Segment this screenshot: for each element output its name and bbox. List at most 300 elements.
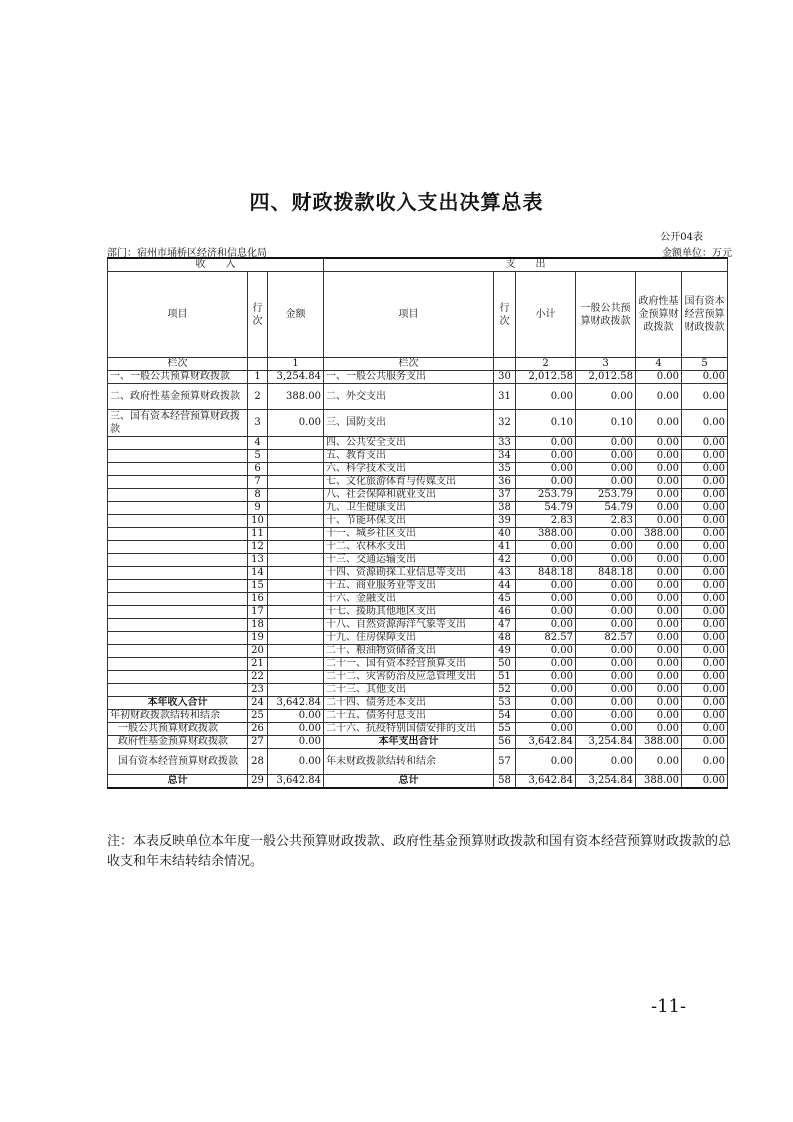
income-amount-cell: 3,642.84 xyxy=(268,697,324,710)
expense-line-cell: 55 xyxy=(494,723,516,736)
income-line-cell: 3 xyxy=(248,410,268,437)
income-item-cell xyxy=(108,502,248,515)
income-line-cell: 6 xyxy=(248,463,268,476)
income-line-cell: 19 xyxy=(248,632,268,645)
income-item-cell xyxy=(108,684,248,697)
income-amount-cell xyxy=(268,489,324,502)
fund-budget-cell: 0.00 xyxy=(636,437,682,450)
footnote: 注：本表反映单位本年度一般公共预算财政拨款、政府性基金预算财政拨款和国有资本经营预算财政拨款的总收支和年末结转结余情况。 xyxy=(107,834,732,869)
income-amount-cell xyxy=(268,437,324,450)
table-row xyxy=(108,710,728,723)
general-budget-cell: 3,254.84 xyxy=(576,736,636,749)
general-budget-cell: 0.00 xyxy=(576,541,636,554)
fund-budget-cell: 0.00 xyxy=(636,749,682,775)
fund-budget-cell: 0.00 xyxy=(636,567,682,580)
table-row xyxy=(108,606,728,619)
state-capital-cell: 0.00 xyxy=(682,371,728,384)
expense-line-cell: 47 xyxy=(494,619,516,632)
state-capital-cell: 0.00 xyxy=(682,710,728,723)
fund-budget-cell: 0.00 xyxy=(636,384,682,410)
expense-item-cell: 五、教育支出 xyxy=(324,450,494,463)
income-header: 收 入 xyxy=(108,258,324,272)
state-capital-cell: 0.00 xyxy=(682,489,728,502)
subtotal-cell: 0.00 xyxy=(516,723,576,736)
table-row xyxy=(108,384,728,410)
general-budget-cell: 0.00 xyxy=(576,384,636,410)
table-row xyxy=(108,541,728,554)
expense-line-cell: 43 xyxy=(494,567,516,580)
state-capital-cell: 0.00 xyxy=(682,632,728,645)
table-row xyxy=(108,671,728,684)
expense-item-cell: 六、科学技术支出 xyxy=(324,463,494,476)
income-line-cell: 16 xyxy=(248,593,268,606)
table-row xyxy=(108,554,728,567)
income-item-cell xyxy=(108,619,248,632)
subtotal-cell: 2,012.58 xyxy=(516,371,576,384)
subtotal-cell: 0.00 xyxy=(516,541,576,554)
subtotal-cell: 0.00 xyxy=(516,749,576,775)
income-amount-cell: 0.00 xyxy=(268,749,324,775)
table-row xyxy=(108,502,728,515)
income-item-cell xyxy=(108,658,248,671)
expense-line-cell: 58 xyxy=(494,775,516,789)
income-line-cell: 8 xyxy=(248,489,268,502)
income-amount-cell xyxy=(268,502,324,515)
general-budget-cell: 253.79 xyxy=(576,489,636,502)
general-budget-cell: 0.00 xyxy=(576,450,636,463)
income-line-cell: 23 xyxy=(248,684,268,697)
expense-item-cell: 十三、交通运输支出 xyxy=(324,554,494,567)
subtotal-cell: 54.79 xyxy=(516,502,576,515)
table-row xyxy=(108,775,728,789)
state-capital-cell: 0.00 xyxy=(682,554,728,567)
state-capital-cell: 0.00 xyxy=(682,671,728,684)
income-item-cell: 政府性基金预算财政拨款 xyxy=(108,736,248,749)
subtotal-cell: 0.00 xyxy=(516,619,576,632)
general-budget-cell: 0.00 xyxy=(576,463,636,476)
department-label: 部门：宿州市埇桥区经济和信息化局 xyxy=(107,248,267,259)
income-item-cell xyxy=(108,645,248,658)
state-capital-cell: 0.00 xyxy=(682,684,728,697)
income-amount-cell: 0.00 xyxy=(268,710,324,723)
income-item-cell xyxy=(108,632,248,645)
form-number: 公开04表 xyxy=(660,232,703,243)
income-line-cell: 22 xyxy=(248,671,268,684)
income-item-cell: 年初财政拨款结转和结余 xyxy=(108,710,248,723)
expense-line-cell: 56 xyxy=(494,736,516,749)
income-line-cell: 12 xyxy=(248,541,268,554)
expense-line-cell: 50 xyxy=(494,658,516,671)
table-row xyxy=(108,489,728,502)
income-amount-cell: 3,254.84 xyxy=(268,371,324,384)
income-amount-cell xyxy=(268,515,324,528)
fund-budget-cell: 0.00 xyxy=(636,606,682,619)
expense-item-header: 项目 xyxy=(324,272,494,358)
subtotal-cell: 0.00 xyxy=(516,710,576,723)
expense-item-cell: 十九、住房保障支出 xyxy=(324,632,494,645)
expense-header: 支 出 xyxy=(324,258,728,272)
income-line-cell: 15 xyxy=(248,580,268,593)
income-column-label: 栏次 xyxy=(108,358,248,371)
income-amount-cell: 388.00 xyxy=(268,384,324,410)
subtotal-cell: 253.79 xyxy=(516,489,576,502)
income-amount-cell xyxy=(268,645,324,658)
income-line-cell: 29 xyxy=(248,775,268,789)
subtotal-cell: 3,642.84 xyxy=(516,775,576,789)
expense-line-cell: 41 xyxy=(494,541,516,554)
subtotal-cell: 82.57 xyxy=(516,632,576,645)
fund-budget-cell: 0.00 xyxy=(636,489,682,502)
table-row xyxy=(108,697,728,710)
expense-line-cell: 31 xyxy=(494,384,516,410)
income-line-cell: 20 xyxy=(248,645,268,658)
state-capital-cell: 0.00 xyxy=(682,736,728,749)
income-amount-cell xyxy=(268,567,324,580)
fund-budget-cell: 0.00 xyxy=(636,410,682,437)
fund-budget-cell: 0.00 xyxy=(636,697,682,710)
expense-item-cell: 二十三、其他支出 xyxy=(324,684,494,697)
table-row xyxy=(108,658,728,671)
expense-line-cell: 36 xyxy=(494,476,516,489)
fund-budget-header: 政府性基金预算财政拨款 xyxy=(636,272,682,358)
income-line-cell: 24 xyxy=(248,697,268,710)
general-budget-cell: 0.00 xyxy=(576,554,636,567)
state-capital-cell: 0.00 xyxy=(682,645,728,658)
state-capital-cell: 0.00 xyxy=(682,658,728,671)
subtotal-cell: 388.00 xyxy=(516,528,576,541)
income-amount-cell xyxy=(268,463,324,476)
income-amount-cell: 0.00 xyxy=(268,736,324,749)
fund-budget-cell: 0.00 xyxy=(636,450,682,463)
expense-line-cell: 54 xyxy=(494,710,516,723)
income-line-cell: 9 xyxy=(248,502,268,515)
income-item-cell xyxy=(108,554,248,567)
expense-line-cell: 32 xyxy=(494,410,516,437)
general-budget-cell: 0.00 xyxy=(576,710,636,723)
income-amount-cell xyxy=(268,580,324,593)
table-row xyxy=(108,437,728,450)
expense-item-cell: 二十二、灾害防治及应急管理支出 xyxy=(324,671,494,684)
income-amount-cell xyxy=(268,632,324,645)
subtotal-cell: 0.00 xyxy=(516,697,576,710)
fund-budget-cell: 388.00 xyxy=(636,528,682,541)
income-item-cell: 国有资本经营预算财政拨款 xyxy=(108,749,248,775)
page-number: -11- xyxy=(651,996,687,1017)
fund-budget-cell: 0.00 xyxy=(636,502,682,515)
income-line-cell: 1 xyxy=(248,371,268,384)
expense-line-cell: 34 xyxy=(494,450,516,463)
fund-budget-cell: 388.00 xyxy=(636,736,682,749)
expense-item-cell: 八、社会保障和就业支出 xyxy=(324,489,494,502)
state-capital-cell: 0.00 xyxy=(682,619,728,632)
income-item-cell xyxy=(108,515,248,528)
budget-table xyxy=(107,257,728,789)
expense-line-cell: 42 xyxy=(494,554,516,567)
expense-item-cell: 十一、城乡社区支出 xyxy=(324,528,494,541)
general-budget-cell: 0.00 xyxy=(576,593,636,606)
expense-item-cell: 年末财政拨款结转和结余 xyxy=(324,749,494,775)
subtotal-cell: 3,642.84 xyxy=(516,736,576,749)
table-row xyxy=(108,684,728,697)
income-item-cell: 一般公共预算财政拨款 xyxy=(108,723,248,736)
income-item-cell xyxy=(108,463,248,476)
income-item-cell xyxy=(108,476,248,489)
table-row xyxy=(108,723,728,736)
subtotal-cell: 0.00 xyxy=(516,384,576,410)
expense-column-label: 栏次 xyxy=(324,358,494,371)
general-budget-cell: 2,012.58 xyxy=(576,371,636,384)
general-budget-cell: 0.10 xyxy=(576,410,636,437)
income-amount-cell xyxy=(268,684,324,697)
expense-item-cell: 十八、自然资源海洋气象等支出 xyxy=(324,619,494,632)
expense-item-cell: 一、一般公共服务支出 xyxy=(324,371,494,384)
income-line-cell: 11 xyxy=(248,528,268,541)
expense-line-cell: 46 xyxy=(494,606,516,619)
income-amount-cell xyxy=(268,476,324,489)
table-row xyxy=(108,619,728,632)
state-capital-header: 国有资本经营预算财政拨款 xyxy=(682,272,728,358)
col-3-label: 3 xyxy=(576,358,636,371)
fund-budget-cell: 388.00 xyxy=(636,775,682,789)
expense-line-cell: 35 xyxy=(494,463,516,476)
table-row xyxy=(108,645,728,658)
expense-item-cell: 十四、资源勘探工业信息等支出 xyxy=(324,567,494,580)
income-item-cell xyxy=(108,450,248,463)
income-line-cell: 27 xyxy=(248,736,268,749)
expense-item-cell: 二、外交支出 xyxy=(324,384,494,410)
expense-item-cell: 三、国防支出 xyxy=(324,410,494,437)
subtotal-header: 小计 xyxy=(516,272,576,358)
fund-budget-cell: 0.00 xyxy=(636,541,682,554)
empty-cell xyxy=(248,358,268,371)
state-capital-cell: 0.00 xyxy=(682,749,728,775)
table-row xyxy=(108,450,728,463)
income-amount-cell: 3,642.84 xyxy=(268,775,324,789)
income-amount-cell xyxy=(268,658,324,671)
income-line-cell: 2 xyxy=(248,384,268,410)
state-capital-cell: 0.00 xyxy=(682,541,728,554)
col-2-label: 2 xyxy=(516,358,576,371)
income-line-cell: 10 xyxy=(248,515,268,528)
income-item-cell: 二、政府性基金预算财政拨款 xyxy=(108,384,248,410)
expense-item-cell: 七、文化旅游体育与传媒支出 xyxy=(324,476,494,489)
table-row xyxy=(108,567,728,580)
fund-budget-cell: 0.00 xyxy=(636,593,682,606)
income-item-cell: 一、一般公共预算财政拨款 xyxy=(108,371,248,384)
fund-budget-cell: 0.00 xyxy=(636,671,682,684)
fund-budget-cell: 0.00 xyxy=(636,371,682,384)
expense-line-cell: 40 xyxy=(494,528,516,541)
table-row xyxy=(108,632,728,645)
general-budget-cell: 0.00 xyxy=(576,606,636,619)
subtotal-cell: 0.00 xyxy=(516,593,576,606)
expense-line-cell: 38 xyxy=(494,502,516,515)
state-capital-cell: 0.00 xyxy=(682,502,728,515)
state-capital-cell: 0.00 xyxy=(682,567,728,580)
general-budget-cell: 0.00 xyxy=(576,671,636,684)
fund-budget-cell: 0.00 xyxy=(636,476,682,489)
expense-item-cell: 二十、粮油物资储备支出 xyxy=(324,645,494,658)
income-amount-cell xyxy=(268,593,324,606)
expense-line-cell: 52 xyxy=(494,684,516,697)
income-item-cell: 总计 xyxy=(108,775,248,789)
general-budget-cell: 0.00 xyxy=(576,645,636,658)
subtotal-cell: 0.00 xyxy=(516,645,576,658)
expense-line-cell: 49 xyxy=(494,645,516,658)
income-item-cell: 本年收入合计 xyxy=(108,697,248,710)
income-line-cell: 14 xyxy=(248,567,268,580)
income-line-cell: 21 xyxy=(248,658,268,671)
income-line-cell: 25 xyxy=(248,710,268,723)
general-budget-cell: 0.00 xyxy=(576,749,636,775)
fund-budget-cell: 0.00 xyxy=(636,645,682,658)
general-budget-cell: 0.00 xyxy=(576,580,636,593)
subtotal-cell: 0.00 xyxy=(516,437,576,450)
income-item-header: 项目 xyxy=(108,272,248,358)
expense-line-cell: 37 xyxy=(494,489,516,502)
income-line-cell: 18 xyxy=(248,619,268,632)
general-budget-cell: 2.83 xyxy=(576,515,636,528)
fund-budget-cell: 0.00 xyxy=(636,554,682,567)
income-amount-cell xyxy=(268,528,324,541)
table-row xyxy=(108,736,728,749)
state-capital-cell: 0.00 xyxy=(682,593,728,606)
table-row xyxy=(108,593,728,606)
empty-cell xyxy=(494,358,516,371)
state-capital-cell: 0.00 xyxy=(682,775,728,789)
subtotal-cell: 0.00 xyxy=(516,450,576,463)
general-budget-cell: 54.79 xyxy=(576,502,636,515)
fund-budget-cell: 0.00 xyxy=(636,619,682,632)
expense-line-cell: 45 xyxy=(494,593,516,606)
general-budget-cell: 82.57 xyxy=(576,632,636,645)
col-1-label: 1 xyxy=(268,358,324,371)
income-line-cell: 28 xyxy=(248,749,268,775)
income-amount-cell xyxy=(268,450,324,463)
fund-budget-cell: 0.00 xyxy=(636,632,682,645)
col-5-label: 5 xyxy=(682,358,728,371)
general-budget-cell: 848.18 xyxy=(576,567,636,580)
subtotal-cell: 0.00 xyxy=(516,476,576,489)
expense-line-cell: 57 xyxy=(494,749,516,775)
expense-item-cell: 二十一、国有资本经营预算支出 xyxy=(324,658,494,671)
subtotal-cell: 0.00 xyxy=(516,658,576,671)
expense-item-cell: 四、公共安全支出 xyxy=(324,437,494,450)
subtotal-cell: 0.00 xyxy=(516,463,576,476)
expense-item-cell: 本年支出合计 xyxy=(324,736,494,749)
general-budget-cell: 0.00 xyxy=(576,723,636,736)
state-capital-cell: 0.00 xyxy=(682,476,728,489)
subtotal-cell: 0.00 xyxy=(516,580,576,593)
general-budget-header: 一般公共预算财政拨款 xyxy=(576,272,636,358)
general-budget-cell: 0.00 xyxy=(576,528,636,541)
table-row xyxy=(108,371,728,384)
state-capital-cell: 0.00 xyxy=(682,723,728,736)
table-row xyxy=(108,410,728,437)
state-capital-cell: 0.00 xyxy=(682,463,728,476)
subtotal-cell: 848.18 xyxy=(516,567,576,580)
income-item-cell xyxy=(108,671,248,684)
expense-line-cell: 33 xyxy=(494,437,516,450)
table-row xyxy=(108,528,728,541)
expense-line-cell: 51 xyxy=(494,671,516,684)
state-capital-cell: 0.00 xyxy=(682,697,728,710)
fund-budget-cell: 0.00 xyxy=(636,723,682,736)
expense-item-cell: 总计 xyxy=(324,775,494,789)
expense-line-cell: 30 xyxy=(494,371,516,384)
expense-item-cell: 十五、商业服务业等支出 xyxy=(324,580,494,593)
expense-item-cell: 十、节能环保支出 xyxy=(324,515,494,528)
subtotal-cell: 0.00 xyxy=(516,606,576,619)
income-amount-cell: 0.00 xyxy=(268,410,324,437)
col-4-label: 4 xyxy=(636,358,682,371)
state-capital-cell: 0.00 xyxy=(682,580,728,593)
state-capital-cell: 0.00 xyxy=(682,410,728,437)
income-item-cell xyxy=(108,606,248,619)
expense-item-cell: 二十五、债务付息支出 xyxy=(324,710,494,723)
expense-item-cell: 十六、金融支出 xyxy=(324,593,494,606)
fund-budget-cell: 0.00 xyxy=(636,515,682,528)
general-budget-cell: 0.00 xyxy=(576,697,636,710)
state-capital-cell: 0.00 xyxy=(682,384,728,410)
general-budget-cell: 0.00 xyxy=(576,619,636,632)
fund-budget-cell: 0.00 xyxy=(636,463,682,476)
fund-budget-cell: 0.00 xyxy=(636,710,682,723)
subtotal-cell: 0.00 xyxy=(516,684,576,697)
subtotal-cell: 2.83 xyxy=(516,515,576,528)
income-line-cell: 13 xyxy=(248,554,268,567)
table-row xyxy=(108,476,728,489)
income-line-cell: 17 xyxy=(248,606,268,619)
expense-line-header: 行次 xyxy=(494,272,516,358)
income-line-cell: 5 xyxy=(248,450,268,463)
table-row xyxy=(108,515,728,528)
state-capital-cell: 0.00 xyxy=(682,437,728,450)
income-amount-cell: 0.00 xyxy=(268,723,324,736)
expense-line-cell: 39 xyxy=(494,515,516,528)
income-amount-header: 金额 xyxy=(268,272,324,358)
income-line-cell: 4 xyxy=(248,437,268,450)
general-budget-cell: 3,254.84 xyxy=(576,775,636,789)
income-item-cell xyxy=(108,567,248,580)
expense-item-cell: 二十六、抗疫特别国债安排的支出 xyxy=(324,723,494,736)
state-capital-cell: 0.00 xyxy=(682,515,728,528)
income-amount-cell xyxy=(268,671,324,684)
fund-budget-cell: 0.00 xyxy=(636,658,682,671)
table-row xyxy=(108,463,728,476)
fund-budget-cell: 0.00 xyxy=(636,580,682,593)
expense-item-cell: 十七、援助其他地区支出 xyxy=(324,606,494,619)
income-item-cell: 三、国有资本经营预算财政拨款 xyxy=(108,410,248,437)
income-item-cell xyxy=(108,528,248,541)
general-budget-cell: 0.00 xyxy=(576,476,636,489)
income-line-cell: 26 xyxy=(248,723,268,736)
general-budget-cell: 0.00 xyxy=(576,658,636,671)
expense-line-cell: 53 xyxy=(494,697,516,710)
income-item-cell xyxy=(108,580,248,593)
page-title: 四、财政拨款收入支出决算总表 xyxy=(249,190,544,214)
state-capital-cell: 0.00 xyxy=(682,450,728,463)
table-row xyxy=(108,749,728,775)
table-row xyxy=(108,580,728,593)
income-item-cell xyxy=(108,437,248,450)
general-budget-cell: 0.00 xyxy=(576,684,636,697)
income-item-cell xyxy=(108,593,248,606)
state-capital-cell: 0.00 xyxy=(682,606,728,619)
general-budget-cell: 0.00 xyxy=(576,437,636,450)
expense-line-cell: 48 xyxy=(494,632,516,645)
subtotal-cell: 0.00 xyxy=(516,554,576,567)
